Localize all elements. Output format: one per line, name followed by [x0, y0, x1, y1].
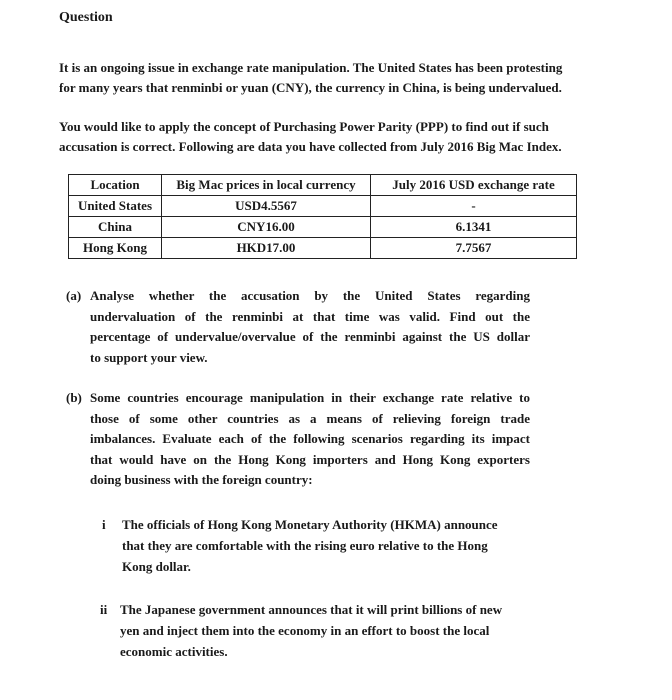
scenario-i-line: that they are comfortable with the rising euro relative to the Hong: [122, 538, 488, 553]
part-b-line: those of some other countries as a means of relieving foreign trade: [90, 410, 530, 426]
cell-price: CNY16.00: [162, 217, 371, 238]
header-location: Location: [69, 175, 162, 196]
intro-line: for many years that renminbi or yuan (CNY), the currency in China, is being undervalued.: [59, 80, 562, 95]
cell-location: United States: [69, 196, 162, 217]
part-b-text: [90, 388, 530, 491]
scenario-i-line: Kong dollar.: [122, 559, 191, 574]
scenario-ii-line: The Japanese government announces that it will print billions of new: [120, 602, 503, 617]
scenario-ii-line: economic activities.: [120, 644, 228, 659]
big-mac-table: [68, 174, 577, 259]
part-a-line: to support your view.: [90, 349, 208, 365]
part-b-label: (b): [66, 390, 82, 405]
question-heading: Question: [59, 10, 113, 25]
part-b-line: that would have on the Hong Kong importers and Hong Kong exporters: [90, 451, 530, 467]
intro-paragraph: [59, 58, 619, 98]
cell-location: Hong Kong: [69, 238, 162, 259]
context-line: You would like to apply the concept of Purchasing Power Parity (PPP) to find out if such: [59, 119, 549, 134]
part-a-text: [90, 286, 530, 368]
cell-rate: -: [371, 196, 577, 217]
header-exchange-rate: July 2016 USD exchange rate: [371, 175, 577, 196]
part-b-line: doing business with the foreign country:: [90, 472, 313, 487]
part-b-line: imbalances. Evaluate each of the following scenarios regarding its impact: [90, 431, 530, 446]
scenario-ii-number: ii: [100, 602, 108, 617]
scenario-i-number: i: [102, 517, 106, 532]
cell-price: USD4.5567: [162, 196, 371, 217]
cell-price: HKD17.00: [162, 238, 371, 259]
intro-line: It is an ongoing issue in exchange rate manipulation. The United States has been protesting: [59, 60, 563, 75]
part-a-line: undervaluation of the renminbi at that time was valid. Find out the: [90, 308, 530, 324]
table-row: [69, 196, 577, 217]
cell-location: China: [69, 217, 162, 238]
cell-rate: 6.1341: [371, 217, 577, 238]
scenario-ii-text: [120, 599, 520, 662]
scenario-ii-line: yen and inject them into the economy in an effort to boost the local: [120, 623, 490, 638]
scenario-i-text: [122, 514, 522, 577]
part-a-line: percentage of undervalue/overvalue of the renminbi against the US dollar: [90, 329, 530, 344]
context-paragraph: [59, 117, 619, 157]
header-big-mac-price: Big Mac prices in local currency: [162, 175, 371, 196]
context-line: accusation is correct. Following are data you have collected from July 2016 Big Mac Index.: [59, 139, 562, 154]
part-b-line: Some countries encourage manipulation in their exchange rate relative to: [90, 390, 530, 405]
table-row: [69, 238, 577, 259]
table-header-row: [69, 175, 577, 196]
cell-rate: 7.7567: [371, 238, 577, 259]
table-row: [69, 217, 577, 238]
part-a-line: Analyse whether the accusation by the United States regarding: [90, 288, 530, 303]
scenario-i-line: The officials of Hong Kong Monetary Authority (HKMA) announce: [122, 517, 498, 532]
part-a-label: (a): [66, 288, 82, 303]
